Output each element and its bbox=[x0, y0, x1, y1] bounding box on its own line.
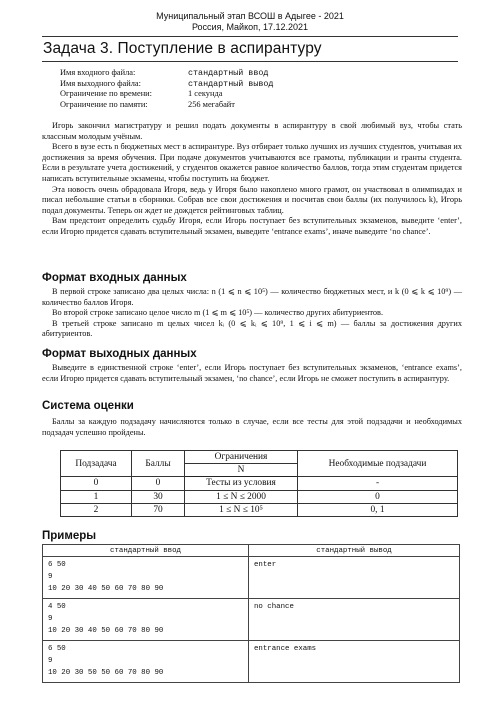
table-cell: 2 bbox=[61, 503, 132, 516]
problem-statement bbox=[42, 121, 462, 238]
example-input-line: 6 50 bbox=[48, 561, 66, 569]
example-input-line: 10 20 30 40 50 60 70 80 90 bbox=[48, 627, 164, 635]
column-header: Ограничения bbox=[185, 451, 298, 464]
scoring-paragraph: Баллы за каждую подзадачу начисляются только в случае, если все тесты для этой подзадачи и необходимых подзадач успешно пройдены. bbox=[42, 417, 462, 437]
output-paragraph: Выведите в единственной строке ‘enter’, если Игорь поступает без вступительных экзаменов, ‘entrance exams’, если Игорю придется сдавать вступительный экзамен, ‘no chance’, если Игорь не сможет поступить в аспирантуру. bbox=[42, 363, 462, 383]
meta-row bbox=[60, 79, 273, 90]
table-cell: Тесты из условия bbox=[185, 477, 298, 490]
problem-limits bbox=[60, 68, 273, 110]
column-subheader: N bbox=[185, 464, 298, 477]
column-header: Баллы bbox=[132, 451, 185, 477]
input-paragraph: Во второй строке записано целое число m (1 ⩽ m ⩽ 10⁵) — количество других абитуриентов. bbox=[52, 308, 384, 318]
table-cell: 0 bbox=[298, 490, 458, 503]
meta-row bbox=[60, 100, 273, 111]
meta-key: Ограничение по памяти: bbox=[60, 99, 148, 109]
example-input-line: 6 50 bbox=[48, 645, 66, 653]
example-output: enter bbox=[249, 557, 460, 599]
input-paragraph: В третьей строке записано m целых чисел kᵢ (0 ⩽ kᵢ ⩽ 10⁹, 1 ⩽ i ⩽ m) — баллы за достижения других абитуриентов. bbox=[42, 318, 462, 339]
example-input-line: 9 bbox=[48, 615, 53, 623]
header-rule bbox=[42, 36, 458, 37]
scoring-heading: Система оценки bbox=[42, 400, 134, 412]
input-format-heading: Формат входных данных bbox=[42, 272, 187, 284]
example-input-line: 9 bbox=[48, 657, 53, 665]
table-cell: 1 ≤ N ≤ 10⁵ bbox=[185, 503, 298, 516]
statement-paragraph: Эта новость очень обрадовала Игоря, ведь у Игоря было накоплено много грамот, он участвовал в олимпиадах и писал небольшие статьи в сборники. Собрав все свои достижения и посчитав свои баллы (их получилось k), Игорь подал документы. Теперь он ждет не дождется рейтинговых таблиц. bbox=[42, 184, 462, 215]
example-input bbox=[43, 557, 249, 599]
meta-key: Ограничение по времени: bbox=[60, 89, 152, 99]
example-output: entrance exams bbox=[249, 641, 460, 683]
scoring-text bbox=[42, 417, 462, 438]
table-cell: 0, 1 bbox=[298, 503, 458, 516]
example-input-line: 4 50 bbox=[48, 603, 66, 611]
example-input bbox=[43, 641, 249, 683]
column-header: стандартный вывод bbox=[249, 545, 460, 557]
table-cell: 0 bbox=[132, 477, 185, 490]
example-row bbox=[43, 557, 460, 599]
meta-value: стандартный ввод bbox=[188, 68, 269, 78]
meta-value: 1 секунда bbox=[188, 89, 223, 99]
example-row bbox=[43, 599, 460, 641]
table-cell: 70 bbox=[132, 503, 185, 516]
scoring-header-row bbox=[61, 451, 458, 464]
input-format-text bbox=[42, 287, 462, 340]
examples-header-row bbox=[43, 545, 460, 557]
output-format-text bbox=[42, 363, 462, 384]
column-header: Необходимые подзадачи bbox=[298, 451, 458, 477]
examples-table bbox=[42, 544, 460, 683]
table-cell: - bbox=[298, 477, 458, 490]
header-location-date: Россия, Майкоп, 17.12.2021 bbox=[191, 22, 309, 32]
example-input-line: 9 bbox=[48, 573, 53, 581]
table-row bbox=[61, 490, 458, 503]
problem-title: Задача 3. Поступление в аспирантуру bbox=[43, 40, 322, 57]
output-format-heading: Формат выходных данных bbox=[42, 348, 197, 360]
meta-key: Имя входного файла: bbox=[60, 68, 136, 77]
table-cell: 1 ≤ N ≤ 2000 bbox=[185, 490, 298, 503]
header-contest: Муниципальный этап ВСОШ в Адыгее - 2021 bbox=[156, 11, 344, 21]
example-output: no chance bbox=[249, 599, 460, 641]
input-paragraph: В первой строке записано два целых числа: n (1 ⩽ n ⩽ 10⁵) — количество бюджетных мест, и k (0 ⩽ k ⩽ 10⁹) — количество баллов Игоря. bbox=[42, 287, 462, 307]
example-input bbox=[43, 599, 249, 641]
title-rule bbox=[42, 61, 458, 62]
statement-paragraph: Игорь закончил магистратуру и решил подать документы в аспирантуру в свой любимый вуз, чтобы стать классным молодым учёным. bbox=[42, 121, 462, 141]
example-input-line: 10 20 30 40 50 60 70 80 90 bbox=[48, 585, 164, 593]
meta-row bbox=[60, 68, 273, 79]
meta-row bbox=[60, 89, 273, 100]
statement-paragraph: Всего в вузе есть n бюджетных мест в аспирантуре. Вуз отбирает только лучших из лучших студентов, учитывая их достижения за время обучения. При подаче документов учитываются все грамоты, публикации и гранты студента. Если в результате учета достижений, у студентов окажется равное количество баллов, тогда этим студентам придется написать вступительные экзамены, чтобы поступить на бюджет. bbox=[42, 142, 462, 183]
scoring-table bbox=[60, 450, 458, 517]
example-input-line: 10 20 30 50 50 60 70 80 90 bbox=[48, 669, 164, 677]
example-row bbox=[43, 641, 460, 683]
statement-paragraph: Вам предстоит определить судьбу Игоря, если Игорь поступает без вступительных экзаменов, выведите ‘enter’, если Игорю придется сдавать вступительный экзамен, выведите ‘entrance exams’, иначе выведите ‘no chance’. bbox=[42, 216, 462, 236]
page-header bbox=[0, 0, 500, 33]
examples-heading: Примеры bbox=[42, 530, 97, 542]
column-header: стандартный ввод bbox=[43, 545, 249, 557]
meta-value: стандартный вывод bbox=[188, 78, 274, 89]
table-cell: 0 bbox=[61, 477, 132, 490]
column-header: Подзадача bbox=[61, 451, 132, 477]
table-cell: 30 bbox=[132, 490, 185, 503]
table-cell: 1 bbox=[61, 490, 132, 503]
table-row bbox=[61, 503, 458, 516]
table-row bbox=[61, 477, 458, 490]
meta-key: Имя выходного файла: bbox=[60, 78, 141, 88]
meta-value: 256 мегабайт bbox=[188, 99, 235, 109]
